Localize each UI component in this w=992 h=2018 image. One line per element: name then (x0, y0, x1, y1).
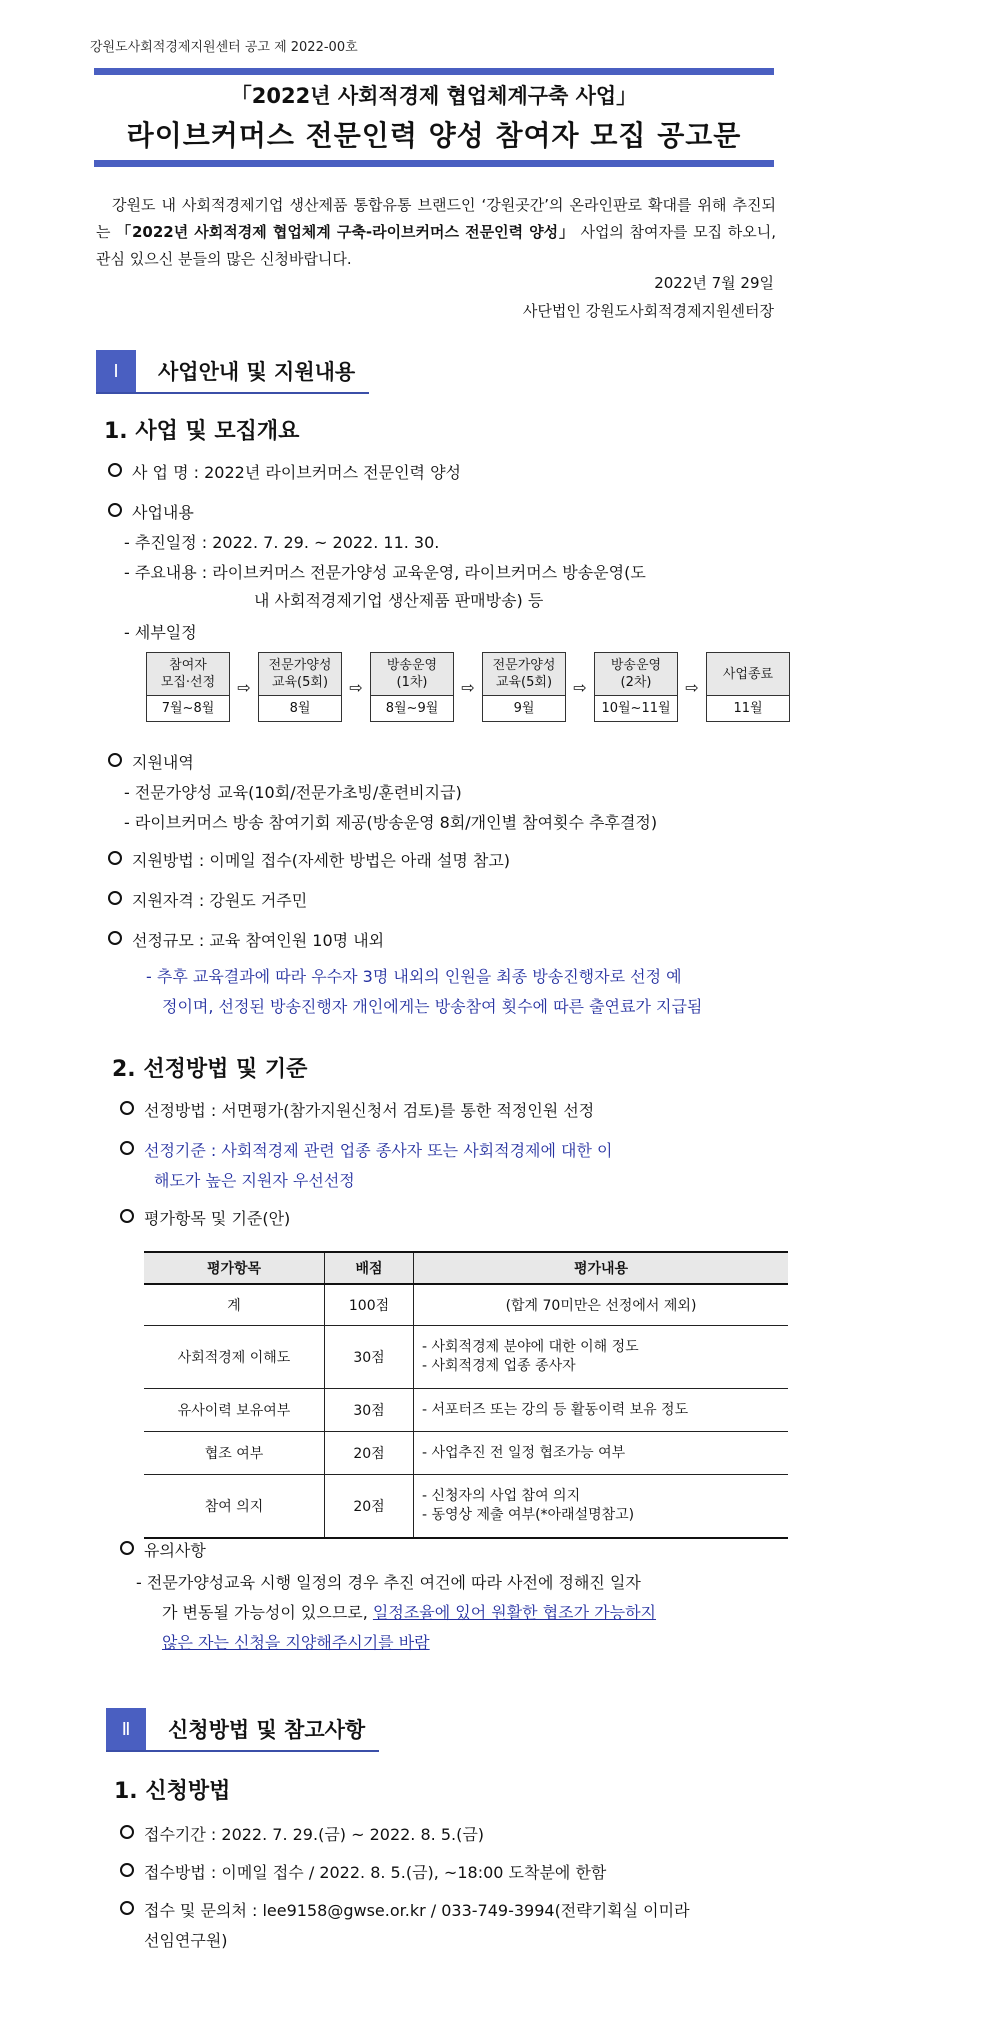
eval-content-cell: (합계 70미만은 선정에서 제외) (414, 1284, 789, 1326)
eval-score-cell: 30점 (325, 1326, 414, 1389)
scale-note-line-1: - 추후 교육결과에 따라 우수자 3명 내외의 인원을 최종 방송진행자로 선정 예 (146, 967, 682, 986)
title-bar-bottom (94, 160, 774, 167)
section-2-title: 신청방법 및 참고사항 (168, 1718, 366, 1742)
circle-bullet-icon (108, 891, 122, 905)
support-item-1: - 전문가양성 교육(10회/전문가초빙/훈련비지급) (124, 783, 462, 802)
application-contact-line-2: 선임연구원) (144, 1931, 228, 1950)
eval-content-cell: - 사업추진 전 일정 협조가능 여부 (414, 1432, 789, 1475)
caution-label: 유의사항 (120, 1538, 206, 1561)
flow-step (594, 652, 678, 722)
flow-step-label: 전문가양성 교육(5회) (483, 653, 565, 696)
selection-method: 선정방법 : 서면평가(참가지원신청서 검토)를 통한 적정인원 선정 (120, 1098, 594, 1121)
circle-bullet-icon (108, 503, 122, 517)
flow-step (706, 652, 790, 722)
selection-criteria-line-1: 선정기준 : 사회적경제 관련 업종 종사자 또는 사회적경제에 대한 이 (120, 1138, 612, 1161)
flow-step-period: 7월~8월 (161, 701, 215, 716)
detail-schedule-label: - 세부일정 (124, 623, 197, 642)
header-item: 평가항목 (144, 1252, 325, 1284)
circle-bullet-icon (108, 463, 122, 477)
eval-item-cell: 계 (144, 1284, 325, 1326)
eval-content-cell: - 서포터즈 또는 강의 등 활동이력 보유 정도 (414, 1389, 789, 1432)
application-method: 접수방법 : 이메일 접수 / 2022. 8. 5.(금), ~18:00 도착분에 한함 (120, 1860, 606, 1883)
eval-score-cell: 20점 (325, 1475, 414, 1539)
title-bar-top (94, 68, 774, 75)
eval-item-cell: 사회적경제 이해도 (144, 1326, 325, 1389)
table-row (144, 1432, 788, 1475)
evaluation-table (144, 1251, 788, 1539)
section-2-header (106, 1708, 379, 1752)
flow-arrow-icon: ⇨ (349, 677, 363, 697)
table-row (144, 1284, 788, 1326)
flow-step-period: 10월~11월 (601, 701, 671, 716)
flow-arrow-icon: ⇨ (573, 677, 587, 697)
caution-line-2: 가 변동될 가능성이 있으므로, 일정조율에 있어 원활한 협조가 가능하지 (162, 1603, 657, 1622)
schedule-line: - 추진일정 : 2022. 7. 29. ~ 2022. 11. 30. (124, 533, 440, 552)
flow-step-period: 11월 (733, 701, 763, 716)
flow-step (146, 652, 230, 722)
header-score: 배점 (325, 1252, 414, 1284)
table-row (144, 1475, 788, 1539)
circle-bullet-icon (120, 1141, 134, 1155)
circle-bullet-icon (120, 1541, 134, 1555)
flow-step (370, 652, 454, 722)
support-item-2: - 라이브커머스 방송 참여기회 제공(방송운영 8회/개인별 참여횟수 추후결정) (124, 813, 658, 832)
circle-bullet-icon (120, 1209, 134, 1223)
qualification: 지원자격 : 강원도 거주민 (108, 888, 307, 911)
flow-step-label: 방송운영 (2차) (595, 653, 677, 696)
table-header-row (144, 1252, 788, 1284)
main-content-line-2: 내 사회적경제기업 생산제품 판매방송) 등 (254, 591, 544, 610)
circle-bullet-icon (120, 1825, 134, 1839)
application-contact-line-1: 접수 및 문의처 : lee9158@gwse.or.kr / 033-749-3994(전략기획실 이미라 (120, 1898, 690, 1921)
eval-score-cell: 100점 (325, 1284, 414, 1326)
circle-bullet-icon (108, 851, 122, 865)
flow-step-label: 사업종료 (707, 653, 789, 696)
selection-scale: 선정규모 : 교육 참여인원 10명 내외 (108, 928, 384, 951)
intro-paragraph: 강원도 내 사회적경제기업 생산제품 통합유통 브랜드인 ‘강원곳간’의 온라인판로 확대를 위해 추진되는 「2022년 사회적경제 협업체계 구축-라이브커머스 전문인력 양성」 사업의 참여자를 모집 하오니, 관심 있으신 분들의 많은 신청바랍니다. (96, 196, 776, 268)
caution-line-1: - 전문가양성교육 시행 일정의 경우 추진 여건에 따라 사전에 정해진 일자 (136, 1573, 641, 1592)
flow-arrow-icon: ⇨ (237, 677, 251, 697)
selection-criteria-line-2: 해도가 높은 지원자 우선선정 (154, 1171, 355, 1190)
document-title: 라이브커머스 전문인력 양성 참여자 모집 공고문 (126, 119, 742, 152)
project-content: 사업내용 (108, 500, 194, 523)
eval-content-cell: - 신청자의 사업 참여 의지 - 동영상 제출 여부(*아래설명참고) (414, 1475, 789, 1539)
section-1-title: 사업안내 및 지원내용 (158, 360, 356, 384)
caution-line-3: 않은 자는 신청을 지양해주시기를 바람 (162, 1633, 430, 1652)
flow-step-label: 참여자 모집·선정 (147, 653, 229, 696)
eval-content-cell: - 사회적경제 분야에 대한 이해 정도 - 사회적경제 업종 종사자 (414, 1326, 789, 1389)
subsection-2-1-title: 1. 신청방법 (114, 1779, 231, 1804)
flow-step-label: 방송운영 (1차) (371, 653, 453, 696)
schedule-flow (146, 652, 790, 722)
flow-step-period: 9월 (513, 701, 535, 716)
circle-bullet-icon (120, 1101, 134, 1115)
section-1-number: Ⅰ (96, 350, 136, 392)
support-details: 지원내역 (108, 750, 194, 773)
subsection-1-2-title: 2. 선정방법 및 기준 (112, 1057, 308, 1082)
circle-bullet-icon (108, 931, 122, 945)
document-subtitle: 「2022년 사회적경제 협업체계구축 사업」 (230, 84, 638, 108)
main-content-line-1: - 주요내용 : 라이브커머스 전문가양성 교육운영, 라이브커머스 방송운영(도 (124, 563, 646, 582)
project-name: 사 업 명 : 2022년 라이브커머스 전문인력 양성 (108, 460, 461, 483)
table-row (144, 1326, 788, 1389)
application-period: 접수기간 : 2022. 7. 29.(금) ~ 2022. 8. 5.(금) (120, 1822, 484, 1845)
apply-method: 지원방법 : 이메일 접수(자세한 방법은 아래 설명 참고) (108, 848, 510, 871)
scale-note-line-2: 정이며, 선정된 방송진행자 개인에게는 방송참여 횟수에 따른 출연료가 지급됨 (162, 997, 703, 1016)
flow-arrow-icon: ⇨ (461, 677, 475, 697)
issue-date: 2022년 7월 29일 (654, 274, 774, 292)
intro-bold-project: 「2022년 사회적경제 협업체계 구축-라이브커머스 전문인력 양성」 (116, 223, 575, 241)
signer: 사단법인 강원도사회적경제지원센터장 (522, 302, 774, 320)
flow-step (482, 652, 566, 722)
notice-number: 강원도사회적경제지원센터 공고 제 2022-00호 (90, 40, 358, 55)
circle-bullet-icon (108, 753, 122, 767)
section-2-number: Ⅱ (106, 1708, 146, 1750)
eval-item-cell: 참여 의지 (144, 1475, 325, 1539)
eval-item-cell: 협조 여부 (144, 1432, 325, 1475)
eval-score-cell: 30점 (325, 1389, 414, 1432)
section-1-header (96, 350, 369, 394)
flow-step (258, 652, 342, 722)
eval-items-label: 평가항목 및 기준(안) (120, 1206, 290, 1229)
circle-bullet-icon (120, 1901, 134, 1915)
circle-bullet-icon (120, 1863, 134, 1877)
flow-arrow-icon: ⇨ (685, 677, 699, 697)
flow-step-label: 전문가양성 교육(5회) (259, 653, 341, 696)
subsection-1-1-title: 1. 사업 및 모집개요 (104, 419, 300, 444)
flow-step-period: 8월 (289, 701, 311, 716)
header-content: 평가내용 (414, 1252, 789, 1284)
flow-step-period: 8월~9월 (385, 701, 439, 716)
eval-score-cell: 20점 (325, 1432, 414, 1475)
table-row (144, 1389, 788, 1432)
eval-item-cell: 유사이력 보유여부 (144, 1389, 325, 1432)
